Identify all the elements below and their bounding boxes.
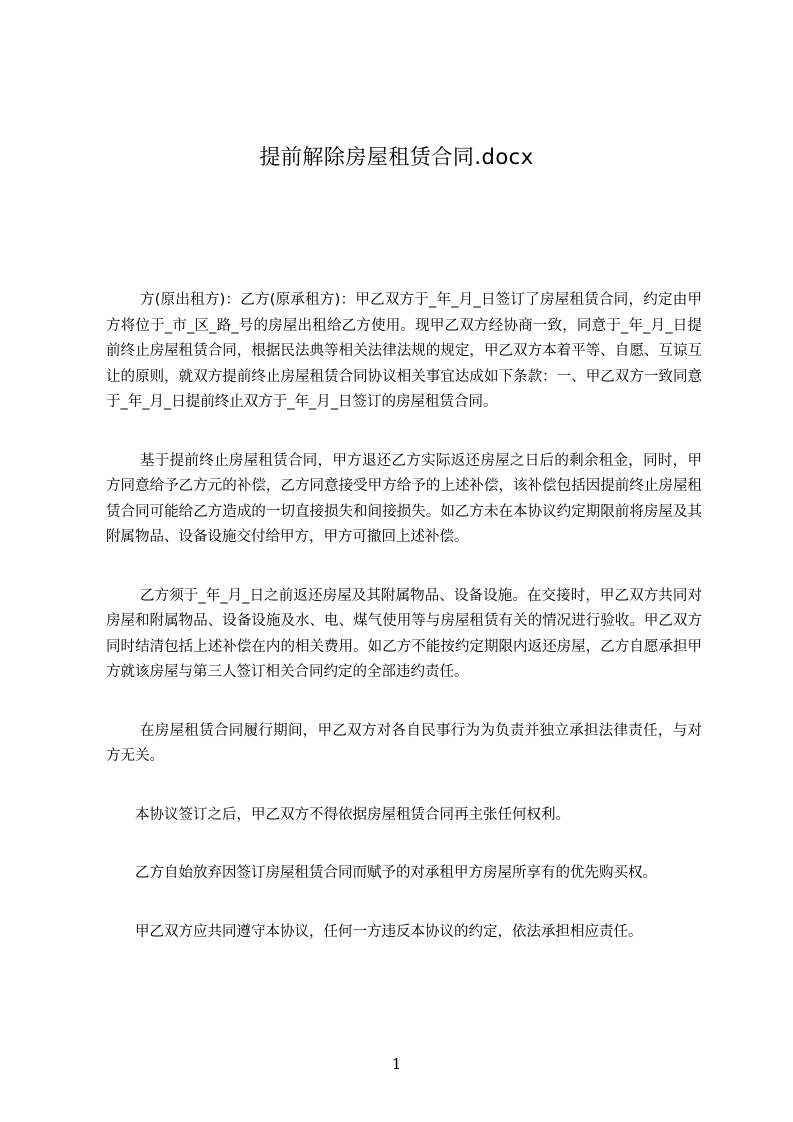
paragraph-no-claims: 本协议签订之后，甲乙双方不得依据房屋租赁合同再主张任何权利。	[135, 806, 570, 823]
paragraph-compensation: 基于提前终止房屋租赁合同，甲方退还乙方实际返还房屋之日后的剩余租金，同时，甲方同意给予乙方元的补偿，乙方同意接受甲方给予的上述补偿，该补偿包括因提前终止房屋租赁合同可能给乙方造成的一切直接损失和间接损失。如乙方未在本协议约定期限前将房屋及其附属物品、设备设施交付给甲方，甲方可撤回上述补偿。	[106, 452, 702, 545]
paragraph-compliance: 甲乙双方应共同遵守本协议，任何一方违反本协议的约定，依法承担相应责任。	[135, 923, 643, 940]
paragraph-waiver: 乙方自始放弃因签订房屋租赁合同而赋予的对承租甲方房屋所享有的优先购买权。	[135, 865, 657, 881]
paragraph-liability: 在房屋租赁合同履行期间，甲乙双方对各自民事行为为负责并独立承担法律责任，与对方无关。	[106, 722, 702, 764]
document-body	[106, 288, 702, 978]
paragraph-preamble: 方(原出租方)：乙方(原承租方)：甲乙双方于_年_月_日签订了房屋租赁合同，约定由甲方将位于_市_区_路_号的房屋出租给乙方使用。现甲乙双方经协商一致，同意于_年_月_日提前终止房屋租赁合同，根据民法典等相关法律法规的规定，甲乙双方本着平等、自愿、互谅互让的原则，就双方提前终止房屋租赁合同协议相关事宜达成如下条款：一、甲乙双方一致同意于_年_月_日提前终止双方于_年_月_日签订的房屋租赁合同。	[106, 292, 702, 410]
page-number: 1	[391, 1055, 402, 1073]
document-title: 提前解除房屋租赁合同.docx	[259, 145, 534, 169]
paragraph-handover: 乙方须于_年_月_日之前返还房屋及其附属物品、设备设施。在交接时，甲乙双方共同对房屋和附属物品、设备设施及水、电、煤气使用等与房屋租赁有关的情况进行验收。甲乙双方同时结清包括上述补偿在内的相关费用。如乙方不能按约定期限内返还房屋，乙方自愿承担甲方就该房屋与第三人签订相关合同约定的全部违约责任。	[106, 587, 702, 680]
